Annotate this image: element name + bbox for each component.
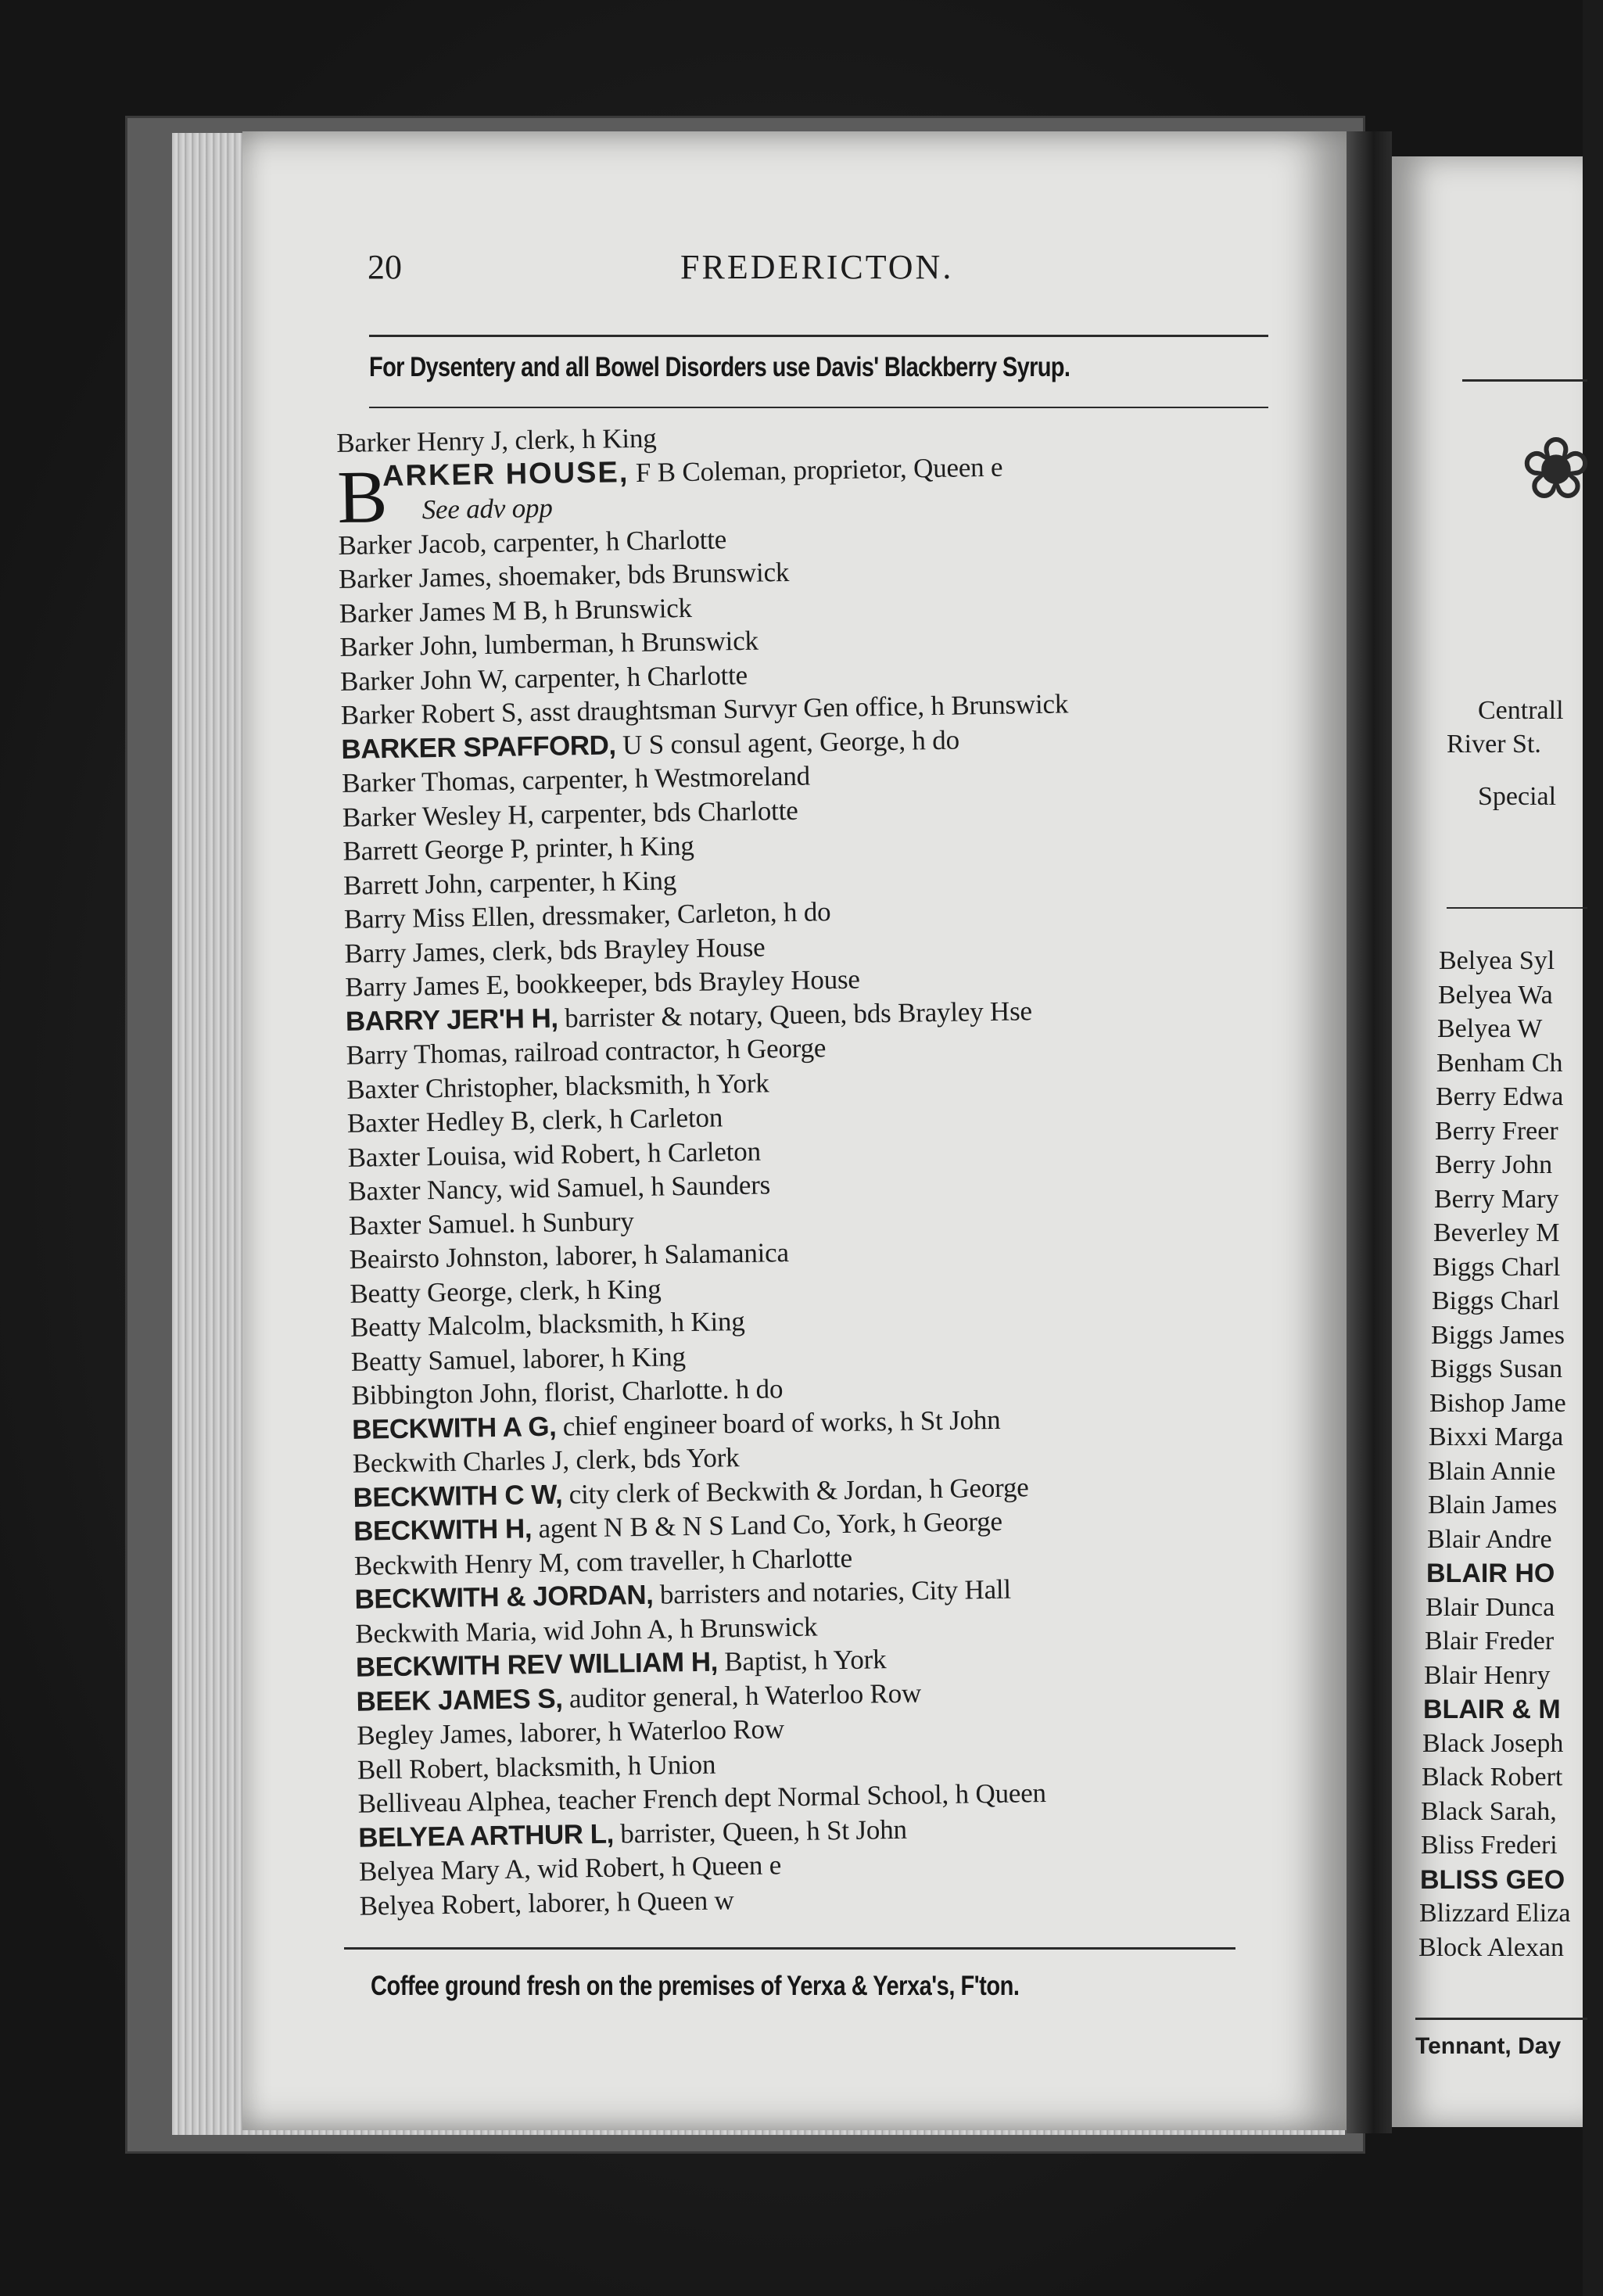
top-advertisement: For Dysentery and all Bowel Disorders use Davis' Blackberry Syrup. — [369, 352, 1070, 382]
right-page-entry: Beverley M — [1433, 1218, 1560, 1247]
right-page-entry: Berry Mary — [1434, 1184, 1559, 1214]
entry-text: city clerk of Beckwith & Jordan, h George — [561, 1471, 1029, 1510]
right-page-entry: Blair Dunca — [1425, 1592, 1555, 1622]
entry-text: Barrett John, carpenter, h King — [342, 864, 677, 901]
entry-text: Beatty George, clerk, h King — [350, 1273, 662, 1309]
entry-text: U S consul agent, George, h do — [615, 724, 960, 760]
right-page-entry: Biggs Charl — [1432, 1286, 1560, 1315]
entry-text: barrister, Queen, h St John — [613, 1813, 908, 1849]
entry-text: Barker Henry J, clerk, h King — [336, 422, 657, 458]
page-header — [368, 247, 1259, 294]
entry-text: Barker John W, carpenter, h Charlotte — [339, 659, 748, 697]
entry-text: Baxter Hedley B, clerk, h Carleton — [346, 1102, 723, 1139]
entry-name-bold: BECKWITH REV WILLIAM H, — [355, 1646, 719, 1683]
right-page-entry: Blain James — [1428, 1491, 1558, 1519]
drop-cap: B — [336, 454, 389, 539]
entry-text: Barrett George P, printer, h King — [342, 830, 694, 866]
right-page-entry: Berry Edwa — [1436, 1082, 1564, 1111]
entry-text: barrister & notary, Queen, bds Brayley Hse — [558, 995, 1033, 1034]
right-bottom-rule — [1415, 2018, 1587, 2020]
entry-text: Barker Jacob, carpenter, h Charlotte — [338, 523, 727, 561]
entry-name-bold: BECKWITH A G, — [351, 1411, 557, 1445]
right-page-entry: Blair Andre — [1427, 1524, 1552, 1554]
entry-text: Barry James, clerk, bds Brayley House — [344, 931, 766, 969]
right-page-entry: Bixxi Marga — [1429, 1422, 1564, 1451]
right-page-entry: Biggs Charl — [1433, 1252, 1561, 1282]
right-page-entry: Belyea W — [1437, 1014, 1543, 1043]
directory-entries — [336, 411, 1337, 1922]
top-rule-2 — [369, 407, 1268, 408]
entry-text: barristers and notaries, City Hall — [653, 1573, 1012, 1610]
entry-text: Barry Miss Ellen, dressmaker, Carleton, h do — [343, 896, 831, 935]
entry-text: auditor general, h Waterloo Row — [562, 1677, 922, 1714]
right-page-entry: Block Alexan — [1418, 1932, 1565, 1962]
right-page-entry: BLAIR & M — [1423, 1695, 1561, 1724]
right-page-entry: BLAIR HO — [1426, 1559, 1555, 1588]
right-top-line-1: Centrall — [1478, 696, 1564, 725]
right-page-footer: Tennant, Day — [1415, 2033, 1562, 2059]
entry-name-bold: BECKWITH H, — [353, 1513, 533, 1547]
right-top-rule — [1462, 379, 1587, 382]
right-page-entry: Belyea Syl — [1439, 946, 1555, 975]
right-page-entry: Blair Henry — [1424, 1660, 1551, 1690]
right-top-line-3: Special — [1478, 782, 1557, 811]
entry-name-bold: BARKER SPAFFORD, — [341, 729, 616, 765]
entry-text: F B Coleman, proprietor, Queen e — [629, 451, 1003, 488]
right-page-entry: Blain Annie — [1428, 1456, 1556, 1486]
right-page-entry: Biggs Susan — [1430, 1354, 1563, 1383]
right-mid-rule — [1447, 907, 1587, 909]
entry-text: Beatty Malcolm, blacksmith, h King — [350, 1305, 745, 1343]
entry-text: Belyea Mary A, wid Robert, h Queen e — [358, 1849, 782, 1887]
right-page-entry: BLISS GEO — [1420, 1864, 1565, 1895]
entry-text: Barker Robert S, asst draughtsman Survyr Gen office, h Brunswick — [340, 688, 1069, 730]
entry-name-bold: BEEK JAMES S, — [356, 1683, 563, 1717]
entry-text: Begley James, laborer, h Waterloo Row — [356, 1713, 785, 1751]
right-page-entry: Benham Ch — [1436, 1048, 1563, 1078]
entry-text: Bell Robert, blacksmith, h Union — [357, 1749, 716, 1785]
entry-text: Baxter Nancy, wid Samuel, h Saunders — [348, 1169, 771, 1207]
entry-text: Belliveau Alphea, teacher French dept Normal School, h Queen — [357, 1777, 1047, 1819]
right-page-entry: Black Robert — [1422, 1763, 1563, 1792]
right-page-entry: Biggs James — [1431, 1320, 1565, 1350]
right-top-line-2: River St. — [1447, 730, 1541, 759]
entry-text: Beatty Samuel, laborer, h King — [350, 1340, 687, 1377]
page-number: 20 — [368, 248, 402, 286]
entry-text: Barry Thomas, railroad contractor, h George — [346, 1032, 827, 1071]
bottom-advertisement: Coffee ground fresh on the premises of Yerxa & Yerxa's, F'ton. — [371, 1971, 1020, 2001]
book-gutter — [1347, 131, 1392, 2133]
entry-text: Baxter Samuel. h Sunbury — [348, 1205, 634, 1241]
right-page-entry: Bishop Jame — [1429, 1388, 1566, 1418]
right-page — [1392, 156, 1593, 2127]
right-page-entry: Black Sarah, — [1421, 1796, 1557, 1826]
entry-text: Barker John, lumberman, h Brunswick — [339, 625, 759, 662]
entry-text: agent N B & N S Land Co, York, h George — [531, 1505, 1003, 1544]
entry-text: chief engineer board of works, h St John — [555, 1404, 1001, 1442]
entry-text: Barker James, shoemaker, bds Brunswick — [338, 556, 790, 594]
right-page-entry: Blair Freder — [1425, 1627, 1555, 1656]
entry-text: Barker Wesley H, carpenter, bds Charlotte — [342, 795, 798, 833]
entry-text: Bibbington John, florist, Charlotte. h do — [351, 1373, 784, 1411]
entry-text: Barker James M B, h Brunswick — [339, 592, 693, 629]
entry-name-bold: BECKWITH C W, — [353, 1479, 563, 1513]
entry-text: Belyea Robert, laborer, h Queen w — [359, 1884, 734, 1921]
entry-text: Baxter Louisa, wid Robert, h Carleton — [347, 1135, 762, 1173]
entry-text: Baxter Christopher, blacksmith, h York — [346, 1067, 769, 1105]
right-page-entry: Belyea Wa — [1438, 980, 1553, 1010]
entry-text: Beckwith Charles J, clerk, bds York — [352, 1442, 740, 1479]
entry-text: Barker Thomas, carpenter, h Westmoreland — [341, 760, 811, 798]
entry-name-bold: ARKER HOUSE, — [382, 455, 629, 493]
ornament-icon: ❀ — [1519, 422, 1593, 517]
top-rule-1 — [369, 335, 1268, 337]
entry-name-bold: BARRY JER'H H, — [345, 1003, 558, 1037]
entry-name-bold: BECKWITH & JORDAN, — [354, 1579, 654, 1615]
bottom-rule — [344, 1947, 1235, 1950]
right-page-entry: Blizzard Eliza — [1419, 1899, 1571, 1928]
right-page-entry: Black Joseph — [1422, 1728, 1564, 1758]
entry-text: Beairsto Johnston, laborer, h Salamanica — [349, 1237, 790, 1275]
feature-note: See adv opp — [421, 492, 553, 525]
right-page-entry: Bliss Frederi — [1421, 1831, 1558, 1860]
right-page-entry: Berry John — [1435, 1150, 1553, 1179]
entry-name-bold: BELYEA ARTHUR L, — [358, 1818, 615, 1853]
entry-text: Baptist, h York — [717, 1644, 887, 1677]
entry-text: Beckwith Maria, wid John A, h Brunswick — [354, 1611, 818, 1649]
entry-text: Beckwith Henry M, com traveller, h Charlotte — [353, 1542, 853, 1581]
entry-text: Barry James E, bookkeeper, bds Brayley House — [344, 963, 861, 1003]
running-head: FREDERICTON. — [680, 248, 954, 286]
right-page-entry: Berry Freer — [1435, 1116, 1558, 1146]
